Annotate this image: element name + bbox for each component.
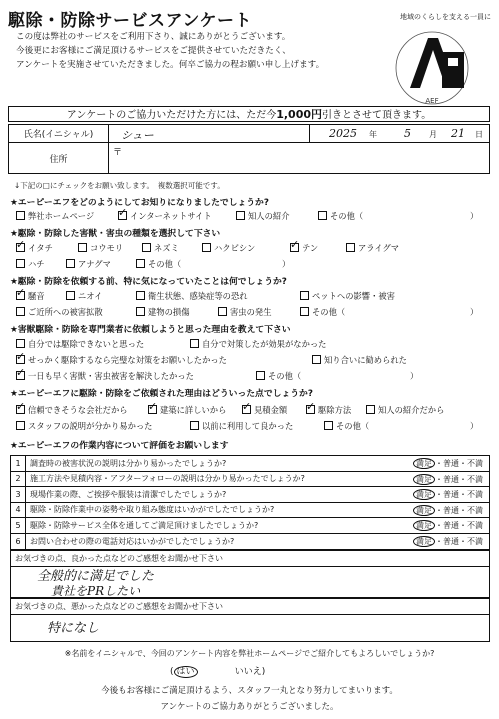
q4-option[interactable] [312, 354, 407, 366]
checkbox-checked[interactable] [118, 211, 127, 220]
scale-satisfied-selected[interactable]: 満足 [413, 505, 435, 516]
closing-line-1: 今後もお客様にご満足頂けるよう、スタッフ一丸となり努力してまいります。 [101, 686, 398, 696]
option-label: ハチ [28, 259, 45, 269]
q1-close: ） [470, 211, 479, 221]
option-label: コウモリ [90, 243, 124, 253]
option-label: 一日も早く害獣・害虫被害を解決したかった [28, 371, 194, 381]
checkbox[interactable] [300, 291, 309, 300]
day-label: 日 [475, 130, 483, 139]
eval-number: 2 [11, 472, 26, 487]
option-label: せっかく駆除するなら完璧な対策をお願いしたかった [28, 355, 227, 365]
checkbox-checked[interactable] [148, 405, 157, 414]
eval-number: 6 [11, 534, 26, 550]
name-value[interactable]: シュー [121, 129, 154, 142]
q5-close: ） [470, 421, 479, 431]
option-label: 自分では駆除できないと思った [28, 339, 145, 349]
option-label: 騒音 [28, 291, 45, 301]
option-label: イタチ [28, 243, 53, 253]
eval-scale[interactable]: 満足 ・普通・不満 [413, 489, 483, 500]
postal-mark: 〒 [113, 148, 123, 158]
scale-normal[interactable]: 普通 [443, 505, 459, 515]
intro-line: アンケートを実施させていただきました。何卒ご協力の程お願い申し上げます。 [16, 60, 325, 70]
option-label: 知人の紹介だから [378, 405, 445, 415]
scale-satisfied-selected[interactable]: 満足 [413, 474, 435, 485]
consent-yes-selected[interactable]: はい [174, 666, 198, 678]
option-label: ハクビシン [214, 243, 256, 253]
scale-dissatisfied[interactable]: 不満 [467, 521, 483, 530]
eval-number: 5 [11, 518, 26, 533]
q4-close: ） [410, 371, 419, 381]
q2-option[interactable] [16, 242, 53, 254]
checkbox-checked[interactable] [16, 405, 25, 414]
checkbox[interactable] [366, 405, 375, 414]
checkbox[interactable] [16, 307, 25, 316]
option-label: テン [302, 243, 319, 253]
evaluation-table [10, 455, 490, 550]
q2-option[interactable] [66, 258, 111, 270]
checkbox[interactable] [236, 211, 245, 220]
scale-dissatisfied[interactable]: 不満 [467, 505, 483, 515]
checkbox[interactable] [312, 355, 321, 364]
q5-option[interactable] [242, 404, 287, 416]
scale-dissatisfied[interactable]: 不満 [467, 474, 483, 484]
checkbox[interactable] [16, 259, 25, 268]
q2-option[interactable] [346, 242, 399, 254]
q5-option[interactable] [16, 420, 152, 432]
year-label: 年 [369, 130, 377, 139]
good-comment-text-2[interactable]: 貴社をPRしたい [51, 584, 141, 598]
q2-title: ★駆除・防除した害獣・害虫の種類を選択して下さい [10, 229, 221, 239]
q3-option[interactable] [218, 306, 272, 318]
address-row [9, 143, 489, 173]
option-label: 駆除方法 [318, 405, 352, 415]
checkbox[interactable] [136, 307, 145, 316]
q3-close: ） [470, 307, 479, 317]
eval-scale[interactable]: 満足 ・普通・不満 [413, 520, 483, 531]
q4-option[interactable] [190, 338, 326, 350]
logo-mark: AEF [425, 97, 439, 105]
option-label: その他（ [336, 421, 370, 431]
checkbox-checked[interactable] [16, 243, 25, 252]
checkbox[interactable] [256, 371, 265, 380]
q5-option[interactable] [366, 404, 444, 416]
consent-question: ※名前をイニシャルで、今回のアンケート内容を弊社ホームページでご紹介してもよろしいでしょうか? [64, 649, 435, 658]
eval-scale[interactable]: 満足 ・普通・不満 [413, 458, 483, 469]
q3-title: ★駆除・防除を依頼する前、特に気になっていたことは何でしょうか? [10, 277, 287, 287]
q5-option[interactable] [306, 404, 351, 416]
divider [309, 125, 310, 143]
q4-option[interactable] [16, 370, 194, 382]
option-label: 自分で対策したが効果がなかった [202, 339, 327, 349]
checkbox-checked[interactable] [290, 243, 299, 252]
check-notice: ↓下記の□にチェックをお願い致します。 複数選択可能です。 [14, 181, 225, 190]
month-label: 月 [429, 130, 437, 139]
q3-option[interactable] [300, 306, 345, 318]
option-label: 衛生状態、感染症等の恐れ [148, 291, 248, 301]
intro-line: この度は弊社のサービスをご利用下さり、誠にありがとうございます。 [16, 32, 291, 42]
option-label: その他（ [312, 307, 346, 317]
checkbox[interactable] [190, 339, 199, 348]
q3-option[interactable] [16, 306, 103, 318]
eval-scale[interactable]: 満足 ・普通・不満 [413, 536, 483, 547]
good-comment-box [10, 550, 490, 598]
consent-options: ( はい いいえ) [170, 667, 266, 677]
q2-option[interactable] [78, 242, 123, 254]
option-label: アナグマ [78, 259, 111, 269]
consent-no[interactable]: いいえ [234, 667, 262, 677]
q3-option[interactable] [136, 290, 248, 302]
company-logo [370, 8, 495, 108]
option-label: 建物の損傷 [148, 307, 190, 317]
eval-number: 4 [11, 503, 26, 518]
checkbox-checked[interactable] [16, 355, 25, 364]
q2-option[interactable] [136, 258, 181, 270]
scale-dissatisfied[interactable]: 不満 [467, 536, 483, 546]
scale-normal[interactable]: 普通 [443, 490, 459, 499]
banner-pre: アンケートのご協力いただけた方には、ただ今 [66, 110, 277, 121]
q1-title: ★エーピーエフをどのようにしてお知りになりましたでしょうか? [10, 198, 269, 208]
name-label: 氏名(イニシャル) [9, 125, 109, 142]
intro-line: 今後更にお客様にご満足頂けるサービスをご提供させていただきたく、 [16, 46, 291, 56]
scale-satisfied-selected[interactable]: 満足 [413, 489, 435, 500]
eval-question: 施工方法や見積内容・アフターフォローの説明は分かり易かったでしょうか? [30, 474, 305, 484]
checkbox[interactable] [136, 291, 145, 300]
option-label: ニオイ [78, 291, 103, 301]
eval-row-3 [11, 487, 489, 503]
option-label: スタッフの説明が分かり易かった [28, 421, 153, 431]
option-label: ご近所への被害拡散 [28, 307, 103, 317]
checkbox-checked[interactable] [306, 405, 315, 414]
checkbox[interactable] [218, 307, 227, 316]
q2-option[interactable] [202, 242, 255, 254]
scale-satisfied-selected[interactable]: 満足 [413, 536, 435, 547]
closing-line-2: アンケートのご協力ありがとうございました。 [160, 702, 339, 712]
eval-number: 1 [11, 456, 26, 471]
option-label: 弊社ホームページ [28, 211, 95, 221]
good-comment-text-1[interactable]: 全般的に満足でした [37, 569, 155, 584]
option-label: 知り合いに勧められた [324, 355, 407, 365]
option-label: ネズミ [154, 243, 179, 253]
eval-question: 駆除・防除サービス全体を通してご満足頂けましたでしょうか? [30, 520, 259, 530]
checkbox[interactable] [324, 421, 333, 430]
eval-row-2 [11, 472, 489, 488]
eval-row-4 [11, 503, 489, 519]
q2-option[interactable] [142, 242, 179, 254]
q5-option[interactable] [148, 404, 226, 416]
bad-comment-title: お気づきの点、悪かった点などのご感想をお聞かせ下さい [11, 599, 489, 615]
day-value[interactable]: 21 [451, 127, 465, 140]
scale-normal[interactable]: 普通 [443, 521, 459, 530]
good-comment-title: お気づきの点、良かった点などのご感想をお聞かせ下さい [11, 551, 489, 567]
q3-option[interactable] [16, 290, 45, 302]
scale-dissatisfied[interactable]: 不満 [467, 490, 483, 499]
q1-option[interactable] [236, 210, 290, 222]
scale-normal[interactable]: 普通 [443, 474, 459, 484]
option-label: 害虫の発生 [230, 307, 272, 317]
checkbox[interactable] [202, 243, 211, 252]
intro-text [16, 30, 346, 72]
q4-option[interactable] [16, 338, 144, 350]
option-label: その他（ [148, 259, 182, 269]
q4-option[interactable] [256, 370, 301, 382]
name-row [9, 125, 489, 143]
q2-option[interactable] [290, 242, 318, 254]
checkbox[interactable] [66, 259, 75, 268]
eval-row-6 [11, 534, 489, 550]
option-label: 建築に詳しいから [160, 405, 227, 415]
scale-dissatisfied[interactable]: 不満 [467, 459, 483, 468]
checkbox[interactable] [190, 421, 199, 430]
eval-scale[interactable]: 満足 ・普通・不満 [413, 474, 483, 485]
checkbox[interactable] [136, 259, 145, 268]
checkbox-checked[interactable] [16, 291, 25, 300]
q6-title: ★エーピーエフの作業内容について評価をお願いします [10, 441, 229, 451]
bad-comment-text[interactable]: 特になし [47, 621, 100, 636]
page-title: 駆除・防除サービスアンケート [8, 11, 252, 31]
option-label: その他（ [330, 211, 364, 221]
q1-option[interactable] [16, 210, 94, 222]
eval-question: 調査時の被害状況の説明は分かり易かったでしょうか? [30, 458, 227, 468]
q3-option[interactable] [300, 290, 395, 302]
option-label: 見積金額 [254, 405, 288, 415]
checkbox[interactable] [78, 243, 87, 252]
banner-amount: 1,000円 [276, 108, 322, 121]
q5-title: ★エーピーエフに駆除・防除をご依頼された理由はどういった点でしょうか? [10, 389, 313, 399]
banner-post: 引きとさせて頂きます。 [322, 110, 432, 121]
customer-info-table [8, 124, 490, 174]
eval-scale[interactable]: 満足 ・普通・不満 [413, 505, 483, 516]
option-label: 知人の紹介 [248, 211, 290, 221]
q4-option[interactable] [16, 354, 227, 366]
option-label: インターネットサイト [130, 211, 212, 221]
bad-comment-box [10, 598, 490, 642]
q4-title: ★害獣駆除・防除を専門業者に依頼しようと思った理由を教えて下さい [10, 325, 291, 335]
checkbox[interactable] [346, 243, 355, 252]
eval-row-5 [11, 518, 489, 534]
q2-option[interactable] [16, 258, 45, 270]
checkbox[interactable] [16, 421, 25, 430]
checkbox[interactable] [318, 211, 327, 220]
checkbox[interactable] [16, 211, 25, 220]
scale-normal[interactable]: 普通 [443, 536, 459, 546]
scale-satisfied-selected[interactable]: 満足 [413, 458, 435, 469]
option-label: アライグマ [358, 243, 400, 253]
checkbox-checked[interactable] [242, 405, 251, 414]
logo-tagline: 地域のくらしを支える一員に [400, 13, 491, 21]
q1-option[interactable] [318, 210, 363, 222]
checkbox[interactable] [142, 243, 151, 252]
year-value[interactable]: 2025 [329, 127, 357, 140]
q3-option[interactable] [66, 290, 102, 302]
q5-option[interactable] [190, 420, 293, 432]
q2-close: ） [282, 259, 291, 269]
option-label: 信頼できそうな会社だから [28, 405, 128, 415]
q5-option[interactable] [324, 420, 369, 432]
scale-normal[interactable]: 普通 [443, 459, 459, 468]
address-label: 住所 [9, 143, 109, 173]
eval-number: 3 [11, 487, 26, 502]
q5-option[interactable] [16, 404, 128, 416]
checkbox[interactable] [66, 291, 75, 300]
eval-question: お問い合わせの際の電話対応はいかがでしたでしょうか? [30, 536, 235, 546]
eval-row-1 [11, 456, 489, 472]
eval-question: 駆除・防除作業中の姿勢や取り組み態度はいかがでしたでしょうか? [30, 505, 275, 515]
checkbox[interactable] [16, 339, 25, 348]
q3-option[interactable] [136, 306, 190, 318]
option-label: 以前に利用して良かった [202, 421, 294, 431]
eval-question: 現場作業の際、ご挨拶や服装は清潔でしたでしょうか? [30, 489, 227, 499]
q1-option[interactable] [118, 210, 212, 222]
month-value[interactable]: 5 [404, 127, 411, 140]
checkbox-checked[interactable] [16, 371, 25, 380]
option-label: その他（ [268, 371, 302, 381]
checkbox[interactable] [300, 307, 309, 316]
scale-satisfied-selected[interactable]: 満足 [413, 520, 435, 531]
option-label: ペットへの影響・被害 [312, 291, 395, 301]
discount-banner [8, 106, 490, 122]
